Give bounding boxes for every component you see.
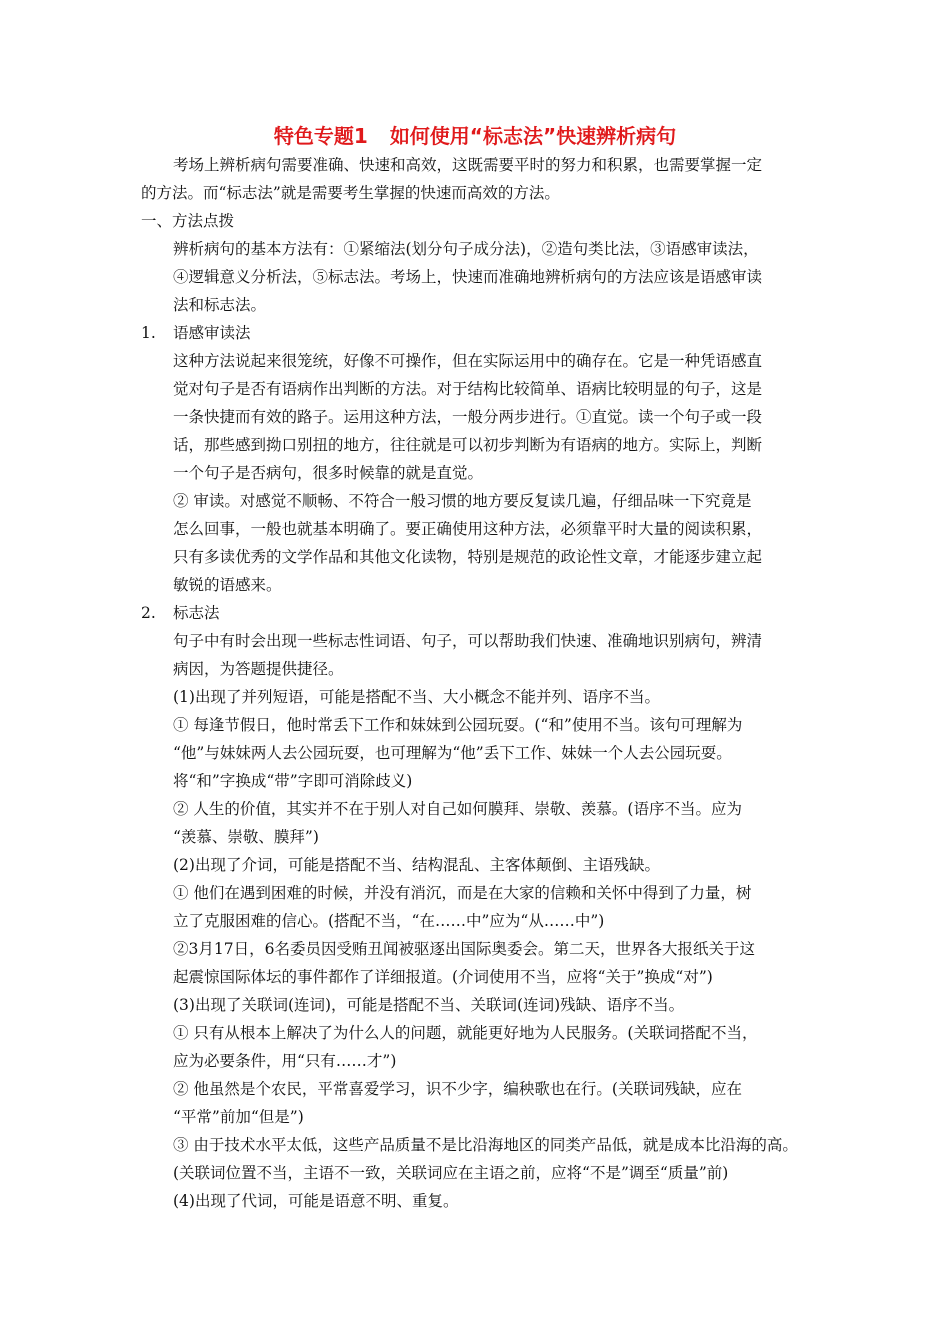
paragraph-line: ④逻辑意义分析法，⑤标志法。考场上，快速而准确地辨析病句的方法应该是语感审读 [173,268,763,286]
title-topic-name: 如何使用“标志法”快速辨析病句 [389,124,677,148]
paragraph-line: 只有多读优秀的文学作品和其他文化读物，特别是规范的政论性文章，才能逐步建立起 [173,548,763,566]
paragraph-line: ① 他们在遇到困难的时候，并没有消沉，而是在大家的信赖和关怀中得到了力量，树 [173,884,752,902]
paragraph-line: ②3月17日，6名委员因受贿丑闻被驱逐出国际奥委会。第二天，世界各大报纸关于这 [173,940,755,958]
paragraph-line: (3)出现了关联词(连词)，可能是搭配不当、关联词(连词)残缺、语序不当。 [173,996,685,1014]
intro-line: 考场上辨析病句需要准确、快速和高效，这既需要平时的努力和积累，也需要掌握一定 [173,156,763,174]
paragraph-line: ① 只有从根本上解决了为什么人的问题，就能更好地为人民服务。(关联词搭配不当， [173,1024,758,1042]
paragraph-line: ② 他虽然是个农民，平常喜爱学习，识不少字，编秧歌也在行。(关联词残缺，应在 [173,1080,742,1098]
paragraph-line: (2)出现了介词，可能是搭配不当、结构混乱、主客体颠倒、主语残缺。 [173,856,660,874]
paragraph-line: “平常”前加“但是”) [173,1108,304,1126]
section-heading: 一、方法点拨 [141,212,235,230]
paragraph-line: 一个句子是否病句，很多时候靠的就是直觉。 [173,464,484,482]
paragraph-line: (关联词位置不当，主语不一致，关联词应在主语之前，应将“不是”调至“质量”前) [173,1164,729,1182]
paragraph-line: 立了克服困难的信心。(搭配不当，“在……中”应为“从……中”) [173,912,605,930]
paragraph-line: ② 人生的价值，其实并不在于别人对自己如何膜拜、崇敬、羡慕。(语序不当。应为 [173,800,742,818]
paragraph-line: 这种方法说起来很笼统，好像不可操作，但在实际运用中的确存在。它是一种凭语感直 [173,352,763,370]
paragraph-line: 一条快捷而有效的路子。运用这种方法，一般分两步进行。①直觉。读一个句子或一段 [173,408,763,426]
paragraph-line: 病因，为答题提供捷径。 [173,660,344,678]
paragraph-line: 将“和”字换成“带”字即可消除歧义) [173,772,413,790]
list-number: 1. [141,324,156,342]
paragraph-line: 辨析病句的基本方法有：①紧缩法(划分句子成分法)，②造句类比法，③语感审读法， [173,240,759,258]
title-topic-number: 特色专题1 [273,124,368,148]
subsection-heading: 标志法 [173,604,220,622]
paragraph-line: “他”与妹妹两人去公园玩耍，也可理解为“他”丢下工作、妹妹一个人去公园玩耍。 [173,744,732,762]
paragraph-line: 法和标志法。 [173,296,267,314]
paragraph-line: 起震惊国际体坛的事件都作了详细报道。(介词使用不当，应将“关于”换成“对”) [173,968,713,986]
list-number: 2. [141,604,156,622]
paragraph-line: (1)出现了并列短语，可能是搭配不当、大小概念不能并列、语序不当。 [173,688,660,706]
paragraph-line: 应为必要条件，用“只有……才”) [173,1052,397,1070]
paragraph-line: ③ 由于技术水平太低，这些产品质量不是比沿海地区的同类产品低，就是成本比沿海的高。 [173,1136,798,1154]
paragraph-line: (4)出现了代词，可能是语意不明、重复。 [173,1192,459,1210]
paragraph-line: 觉对句子是否有语病作出判断的方法。对于结构比较简单、语病比较明显的句子，这是 [173,380,763,398]
page-title [0,122,950,150]
paragraph-line: “羡慕、崇敬、膜拜”) [173,828,319,846]
intro-line: 的方法。而“标志法”就是需要考生掌握的快速而高效的方法。 [141,184,560,202]
paragraph-line: ② 审读。对感觉不顺畅、不符合一般习惯的地方要反复读几遍，仔细品味一下究竟是 [173,492,752,510]
paragraph-line: ① 每逢节假日，他时常丢下工作和妹妹到公园玩耍。(“和”使用不当。该句可理解为 [173,716,743,734]
paragraph-line: 句子中有时会出现一些标志性词语、句子，可以帮助我们快速、准确地识别病句，辨清 [173,632,763,650]
subsection-heading: 语感审读法 [173,324,251,342]
paragraph-line: 敏锐的语感来。 [173,576,282,594]
paragraph-line: 怎么回事，一般也就基本明确了。要正确使用这种方法，必须靠平时大量的阅读积累， [173,520,763,538]
paragraph-line: 话，那些感到拗口别扭的地方，往往就是可以初步判断为有语病的地方。实际上，判断 [173,436,763,454]
